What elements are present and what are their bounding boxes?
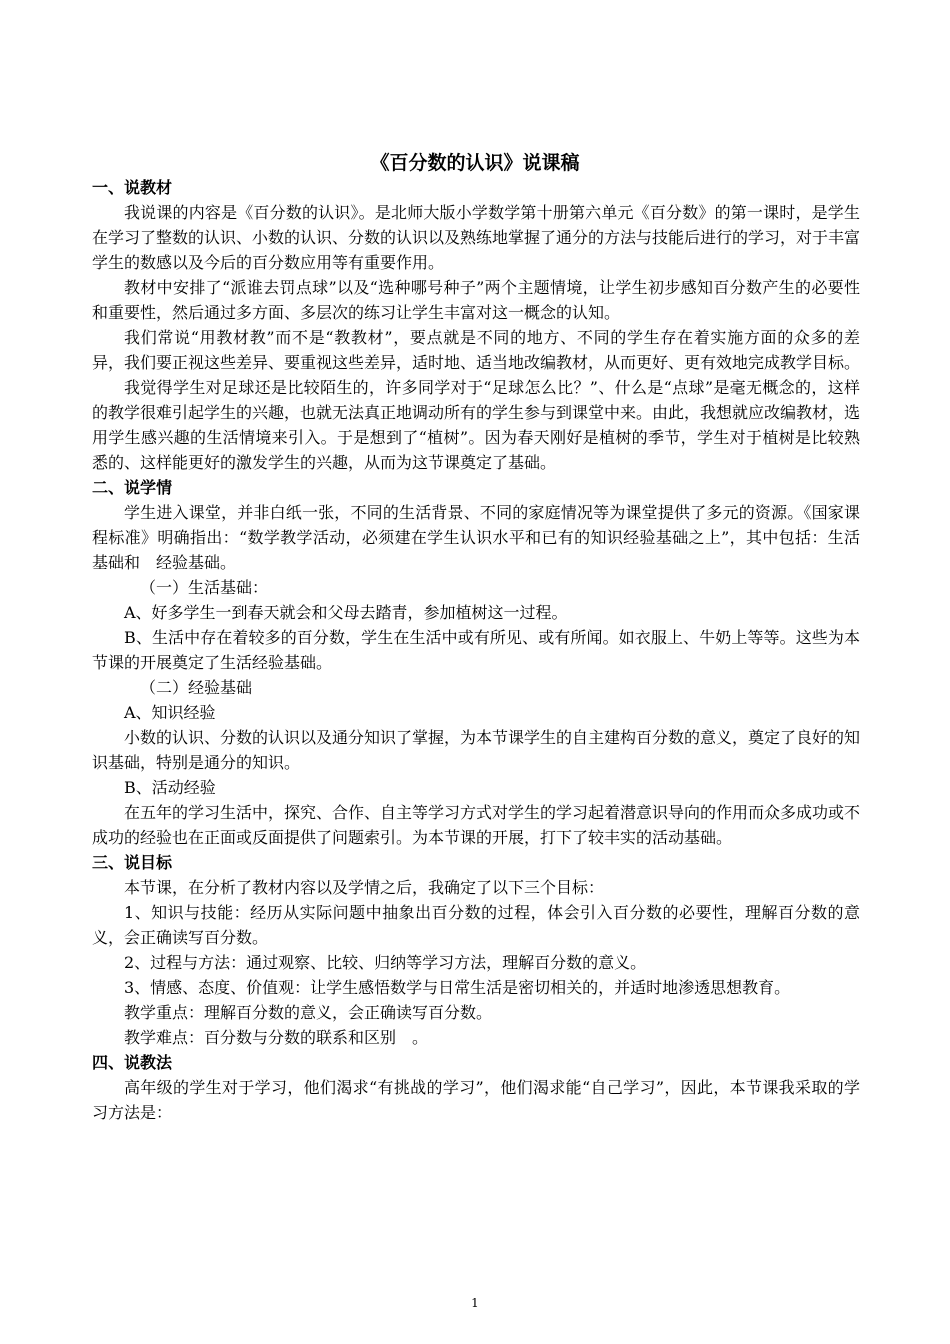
paragraph: 教学重点：理解百分数的意义，会正确读写百分数。 (124, 1003, 493, 1022)
paragraph: 我觉得学生对足球还是比较陌生的，许多同学对于“足球怎么比？”、什么是“点球”是毫无概念的，这样的教学很难引起学生的兴趣，也就无法真正地调动所有的学生参与到课堂中来。由此，我想就应改编教材，选用学生感兴趣的生活情境来引入。于是想到了“植树”。因为春天刚好是植树的季节，学生对于植树是比较熟悉的、这样能更好的激发学生的兴趣，从而为这节课奠定了基础。 (92, 378, 861, 472)
paragraph: 我说课的内容是《百分数的认识》。是北师大版小学数学第十册第六单元《百分数》的第一课时，是学生在学习了整数的认识、小数的认识、分数的认识以及熟练地掌握了通分的方法与技能后进行的学习，对于丰富学生的数感以及今后的百分数应用等有重要作用。 (92, 203, 861, 272)
paragraph: 小数的认识、分数的认识以及通分知识了掌握，为本节课学生的自主建构百分数的意义，奠定了良好的知识基础，特别是通分的知识。 (92, 728, 861, 772)
section-heading: 四、说教法 (92, 1053, 173, 1072)
paragraph: 3、情感、态度、价值观：让学生感悟数学与日常生活是密切相关的，并适时地渗透思想教育。 (124, 978, 791, 997)
paragraph: 高年级的学生对于学习，他们渴求“有挑战的学习”，他们渴求能“自己学习”，因此，本节课我采取的学习方法是： (92, 1078, 860, 1122)
section-heading: 三、说目标 (92, 853, 173, 872)
paragraph: 学生进入课堂，并非白纸一张，不同的生活背景、不同的家庭情况等为课堂提供了多元的资源。《国家课程标准》明确指出：“数学教学活动，必须建在学生认识水平和已有的知识经验基础之上”，其中包括：生活基础和 经验基础。 (92, 503, 860, 572)
paragraph: A、知识经验 (124, 703, 216, 722)
paragraph: 1、知识与技能：经历从实际问题中抽象出百分数的过程，体会引入百分数的必要性，理解百分数的意义，会正确读写百分数。 (92, 903, 860, 947)
paragraph: 2、过程与方法：通过观察、比较、归纳等学习方法，理解百分数的意义。 (124, 953, 647, 972)
subheading: （二）经验基础 (140, 678, 253, 697)
document-title: 《百分数的认识》说课稿 (370, 152, 580, 174)
paragraph: B、生活中存在着较多的百分数，学生在生活中或有所见、或有所闻。如衣服上、牛奶上等等。这些为本节课的开展奠定了生活经验基础。 (92, 628, 860, 672)
paragraph: B、活动经验 (124, 778, 216, 797)
subheading: （一）生活基础： (140, 578, 269, 597)
paragraph: 教学难点：百分数与分数的联系和区别 。 (124, 1028, 429, 1047)
page-number: 1 (471, 1296, 479, 1310)
paragraph: 本节课，在分析了教材内容以及学情之后，我确定了以下三个目标： (124, 878, 605, 897)
section-heading: 二、说学情 (92, 478, 173, 497)
paragraph: A、好多学生一到春天就会和父母去踏青，参加植树这一过程。 (124, 603, 568, 622)
paragraph: 教材中安排了“派谁去罚点球”以及“选种哪号种子”两个主题情境，让学生初步感知百分数产生的必要性和重要性，然后通过多方面、多层次的练习让学生丰富对这一概念的认知。 (92, 278, 860, 322)
document-body (92, 175, 860, 1125)
section-heading: 一、说教材 (92, 178, 173, 197)
paragraph: 我们常说“用教材教”而不是“教教材”，要点就是不同的地方、不同的学生存在着实施方面的众多的差异，我们要正视这些差异、要重视这些差异，适时地、适当地改编教材，从而更好、更有效地完成教学目标。 (92, 328, 861, 372)
paragraph: 在五年的学习生活中，探究、合作、自主等学习方式对学生的学习起着潜意识导向的作用而众多成功或不成功的经验也在正面或反面提供了问题索引。为本节课的开展，打下了较丰实的活动基础。 (92, 803, 861, 847)
